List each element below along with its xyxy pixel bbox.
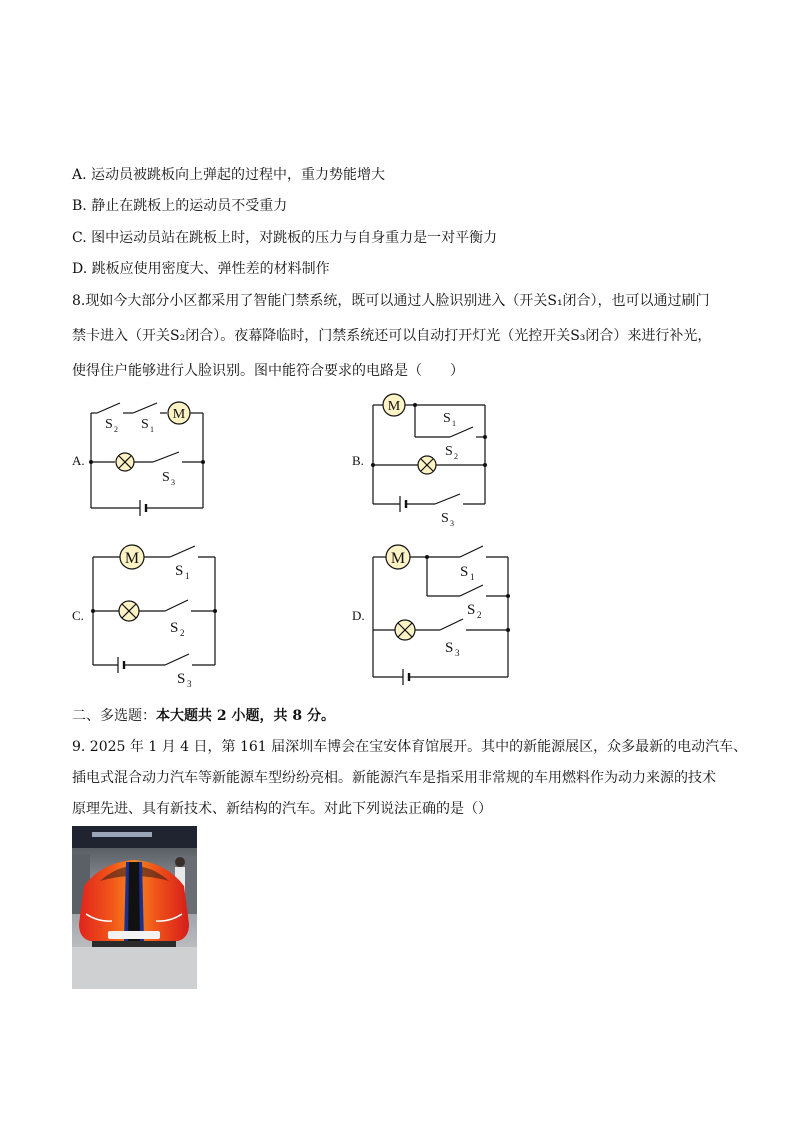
svg-text:S: S — [105, 417, 113, 432]
svg-text:M: M — [390, 550, 406, 567]
section-heading: 二、多选题：本大题共 2 小题，共 8 分。 — [72, 708, 335, 724]
svg-text:2: 2 — [477, 610, 482, 620]
svg-text:3: 3 — [455, 648, 460, 658]
q8-stem-line3: 使得住户能够进行人脸识别。图中能符合要求的电路是（ ） — [72, 363, 464, 379]
svg-text:M: M — [124, 550, 140, 567]
circuit-c — [85, 540, 225, 690]
svg-text:S: S — [162, 470, 170, 485]
svg-text:S: S — [467, 602, 476, 618]
q8-stem-line1: 8.现如今大部分小区都采用了智能门禁系统，既可以通过人脸识别进入（开关S₁闭合），也可以通过刷门 — [72, 293, 710, 309]
car-photo — [72, 826, 197, 989]
option-a-q7: A. 运动员被跳板向上弹起的过程中，重力势能增大 — [72, 167, 386, 183]
option-c-q7: C. 图中运动员站在跳板上时，对跳板的压力与自身重力是一对平衡力 — [72, 230, 498, 246]
svg-text:S: S — [441, 511, 449, 526]
q9-stem-line3: 原理先进、具有新技术、新结构的汽车。对此下列说法正确的是（） — [72, 801, 492, 817]
q9-stem-line2: 插电式混合动力汽车等新能源车型纷纷亮相。新能源汽车是指采用非常规的车用燃料作为动力来源的技术 — [72, 770, 716, 786]
circuit-d — [365, 540, 515, 690]
svg-text:1: 1 — [470, 572, 475, 582]
svg-text:1: 1 — [150, 425, 154, 434]
svg-text:1: 1 — [185, 571, 190, 581]
svg-text:2: 2 — [114, 425, 118, 434]
circuit-b — [365, 392, 495, 532]
option-d-q7: D. 跳板应使用密度大、弹性差的材料制作 — [72, 261, 330, 277]
circuit-a-label: A. — [72, 453, 85, 468]
svg-text:S: S — [445, 640, 454, 656]
option-b-q7: B. 静止在跳板上的运动员不受重力 — [72, 198, 288, 214]
svg-text:2: 2 — [180, 628, 185, 638]
svg-text:3: 3 — [450, 519, 454, 528]
circuit-c-label: C. — [72, 608, 84, 623]
svg-text:1: 1 — [452, 419, 456, 428]
q9-stem-line1: 9. 2025 年 1 月 4 日，第 161 届深圳车博会在宝安体育馆展开。其中的新能源展区，众多最新的电动汽车、 — [72, 739, 748, 755]
svg-text:S: S — [460, 564, 469, 580]
q8-stem-line2: 禁卡进入（开关S₂闭合）。夜幕降临时，门禁系统还可以自动打开灯光（光控开关S₃闭合）来进行补光， — [72, 328, 712, 344]
svg-text:S: S — [175, 563, 184, 579]
svg-text:M: M — [387, 399, 401, 414]
svg-text:S: S — [177, 671, 186, 687]
svg-text:S: S — [170, 620, 179, 636]
svg-text:S: S — [443, 411, 451, 426]
svg-text:3: 3 — [171, 478, 175, 487]
svg-text:S: S — [141, 417, 149, 432]
svg-text:3: 3 — [187, 679, 192, 689]
circuit-a — [85, 395, 215, 525]
circuit-d-label: D. — [352, 608, 365, 623]
svg-text:2: 2 — [454, 452, 458, 461]
svg-text:S: S — [445, 444, 453, 459]
motor-symbol: M — [172, 407, 186, 422]
circuit-b-label: B. — [352, 453, 364, 468]
